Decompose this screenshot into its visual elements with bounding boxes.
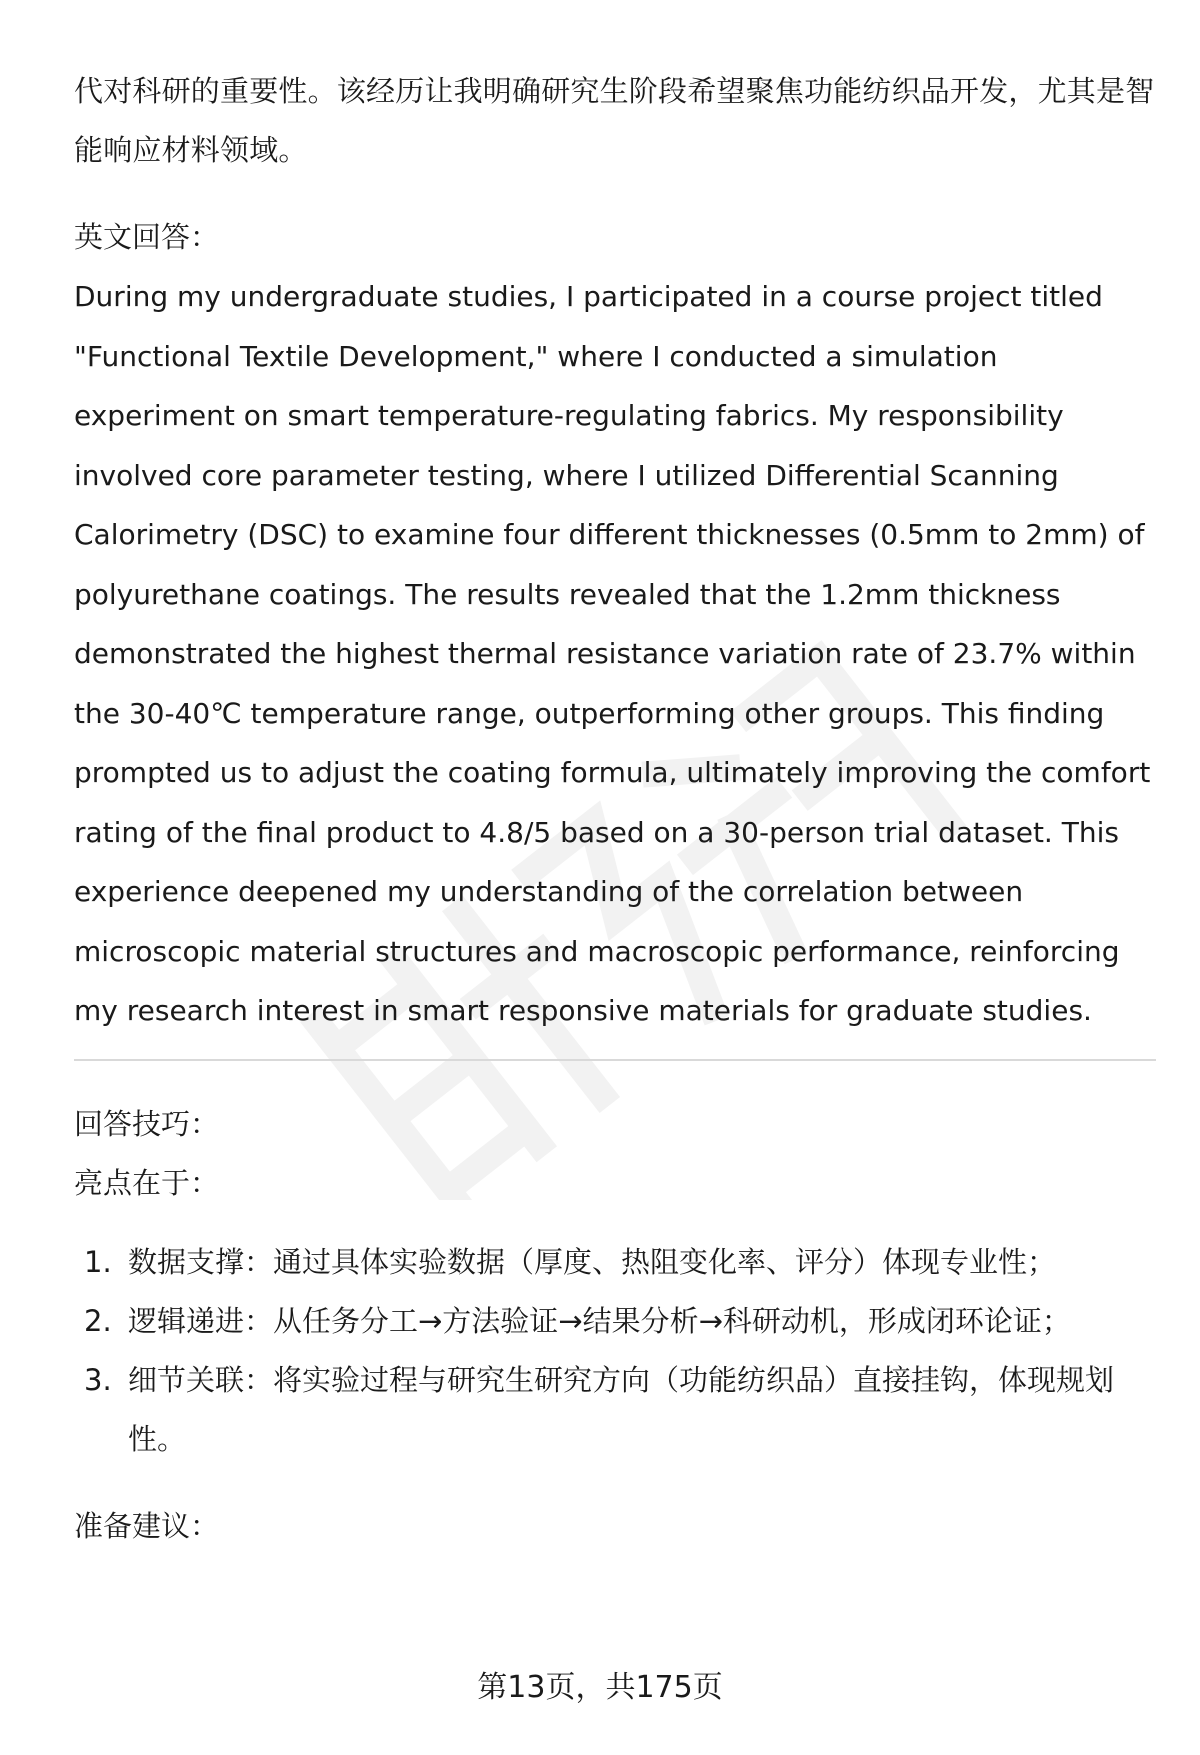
page-footer: 第13页，共175页 [477,1670,723,1705]
list-item-text: 细节关联：将实验过程与研究生研究方向（功能纺织品）直接挂钩，体现规划性。 [128,1362,1115,1456]
list-item-text: 逻辑递进：从任务分工→方法验证→结果分析→科研动机，形成闭环论证； [128,1303,1071,1338]
list-item [74,1351,1156,1469]
highlights-label: 亮点在于： [74,1165,220,1200]
intro-paragraph: 代对科研的重要性。该经历让我明确研究生阶段希望聚焦功能纺织品开发，尤其是智能响应材料领域。 [74,74,1155,167]
english-answer-paragraph: During my undergraduate studies, I participated in a course project titled "Functional Textile Development," where I conducted a simulation experiment on smart temperature-regulating fabrics. My responsibility involved core parameter testing, where I utilized Differential Scanning Calorimetry (DSC) to examine four different thicknesses (0.5mm to 2mm) of polyurethane coatings. The results revealed that the 1.2mm thickness demonstrated the highest thermal resistance variation rate of 23.7% within the 30-40℃ temperature range, outperforming other groups. This finding prompted us to adjust the coating formula, ultimately improving the comfort rating of the final product to 4.8/5 based on a 30-person trial dataset. This experience deepened my understanding of the correlation between microscopic material structures and macroscopic performance, reinforcing my research interest in smart responsive materials for graduate studies. [74,280,1151,1027]
english-answer-label: 英文回答： [74,220,220,254]
list-item-text: 数据支撑：通过具体实验数据（厚度、热阻变化率、评分）体现专业性； [128,1244,1057,1279]
list-item-number: 1. [84,1244,112,1279]
list-item-number: 3. [84,1362,112,1397]
list-item [74,1292,1156,1351]
list-item [74,1233,1156,1292]
tips-label: 回答技巧： [74,1106,220,1141]
section-divider [74,1059,1156,1061]
tips-list [74,1233,1156,1469]
document-content [74,62,1156,1556]
prep-label: 准备建议： [74,1508,220,1543]
list-item-number: 2. [84,1303,112,1338]
